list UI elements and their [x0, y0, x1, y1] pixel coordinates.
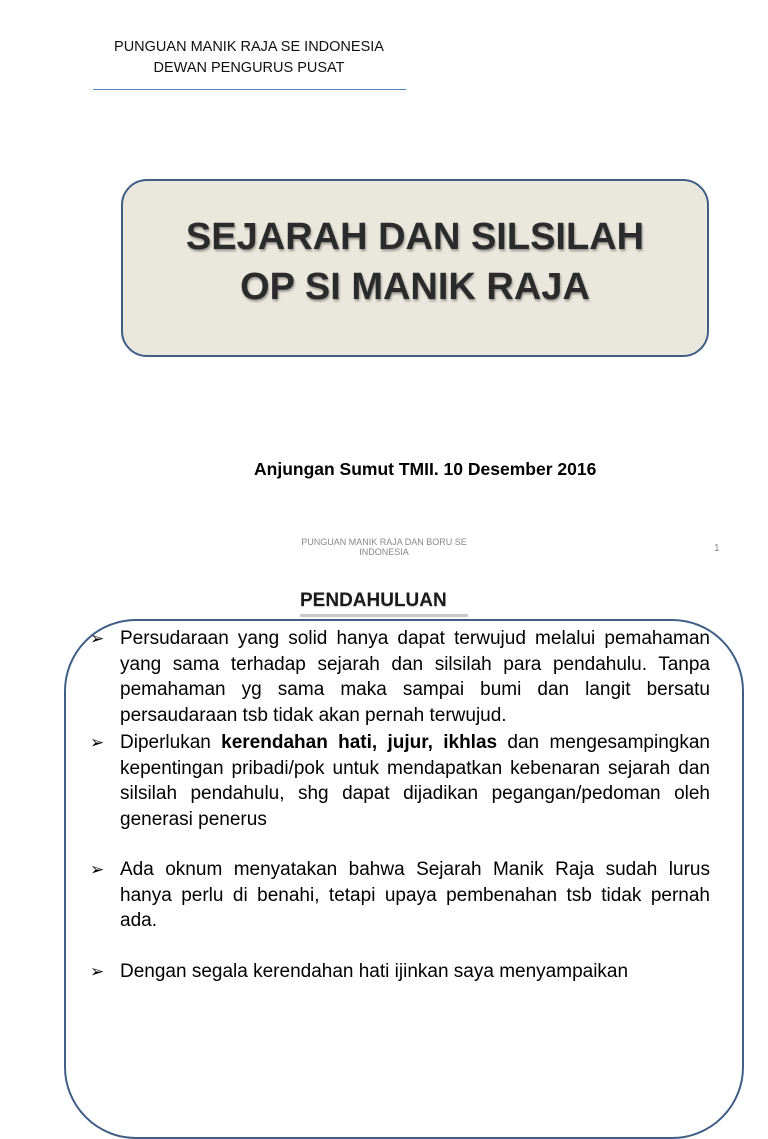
bullet-item [88, 626, 710, 728]
bullet-text: Dengan segala kerendahan hati ijinkan saya menyampaikan [120, 960, 629, 982]
section-heading: PENDAHULUAN [300, 590, 447, 611]
page-number: 1 [714, 543, 720, 554]
bullet-list [88, 626, 710, 984]
bullet-text-post: dan mengesampingkan kepentingan pribadi/pok untuk mendapatkan kebenaran sejarah dan silsilah pendahulu, shg dapat dijadikan pegangan/pedoman oleh generasi penerus [120, 732, 710, 830]
bullet-text: Persudaraan yang solid hanya dapat terwujud melalui pemahaman yang sama terhadap sejarah dan silsilah para pendahulu. Tanpa pemahaman yg sama maka sampai bumi dan langit bersatu persaudaraan tsb tidak akan pernah terwujud. [120, 628, 710, 726]
org-name-line2: DEWAN PENGURUS PUSAT [153, 60, 345, 76]
bullet-item [88, 959, 710, 985]
arrow-bullet-icon: ➢ [90, 733, 105, 752]
event-subtitle: Anjungan Sumut TMII. 10 Desember 2016 [254, 459, 597, 479]
org-name-line1: PUNGUAN MANIK RAJA SE INDONESIA [114, 39, 384, 55]
header-divider [93, 89, 406, 90]
slide-footer [284, 537, 484, 557]
arrow-bullet-icon: ➢ [90, 629, 105, 648]
slide-title [121, 212, 709, 312]
organization-header [90, 37, 408, 79]
footer-line2: INDONESIA [359, 547, 409, 557]
bullet-text: Ada oknum menyatakan bahwa Sejarah Manik Raja sudah lurus hanya perlu di benahi, tetapi upaya pembenahan tsb tidak pernah ada. [120, 859, 710, 931]
title-line2: OP SI MANIK RAJA [240, 266, 590, 308]
footer-line1: PUNGUAN MANIK RAJA DAN BORU SE [301, 537, 467, 547]
bullet-text-pre: Diperlukan [120, 732, 222, 753]
bullet-item [88, 730, 710, 832]
bullet-text-bold: kerendahan hati, jujur, ikhlas [221, 732, 498, 753]
arrow-bullet-icon: ➢ [90, 961, 105, 981]
heading-underline [300, 614, 468, 617]
arrow-bullet-icon: ➢ [90, 860, 105, 879]
title-line1: SEJARAH DAN SILSILAH [185, 216, 645, 258]
bullet-item [88, 857, 710, 934]
